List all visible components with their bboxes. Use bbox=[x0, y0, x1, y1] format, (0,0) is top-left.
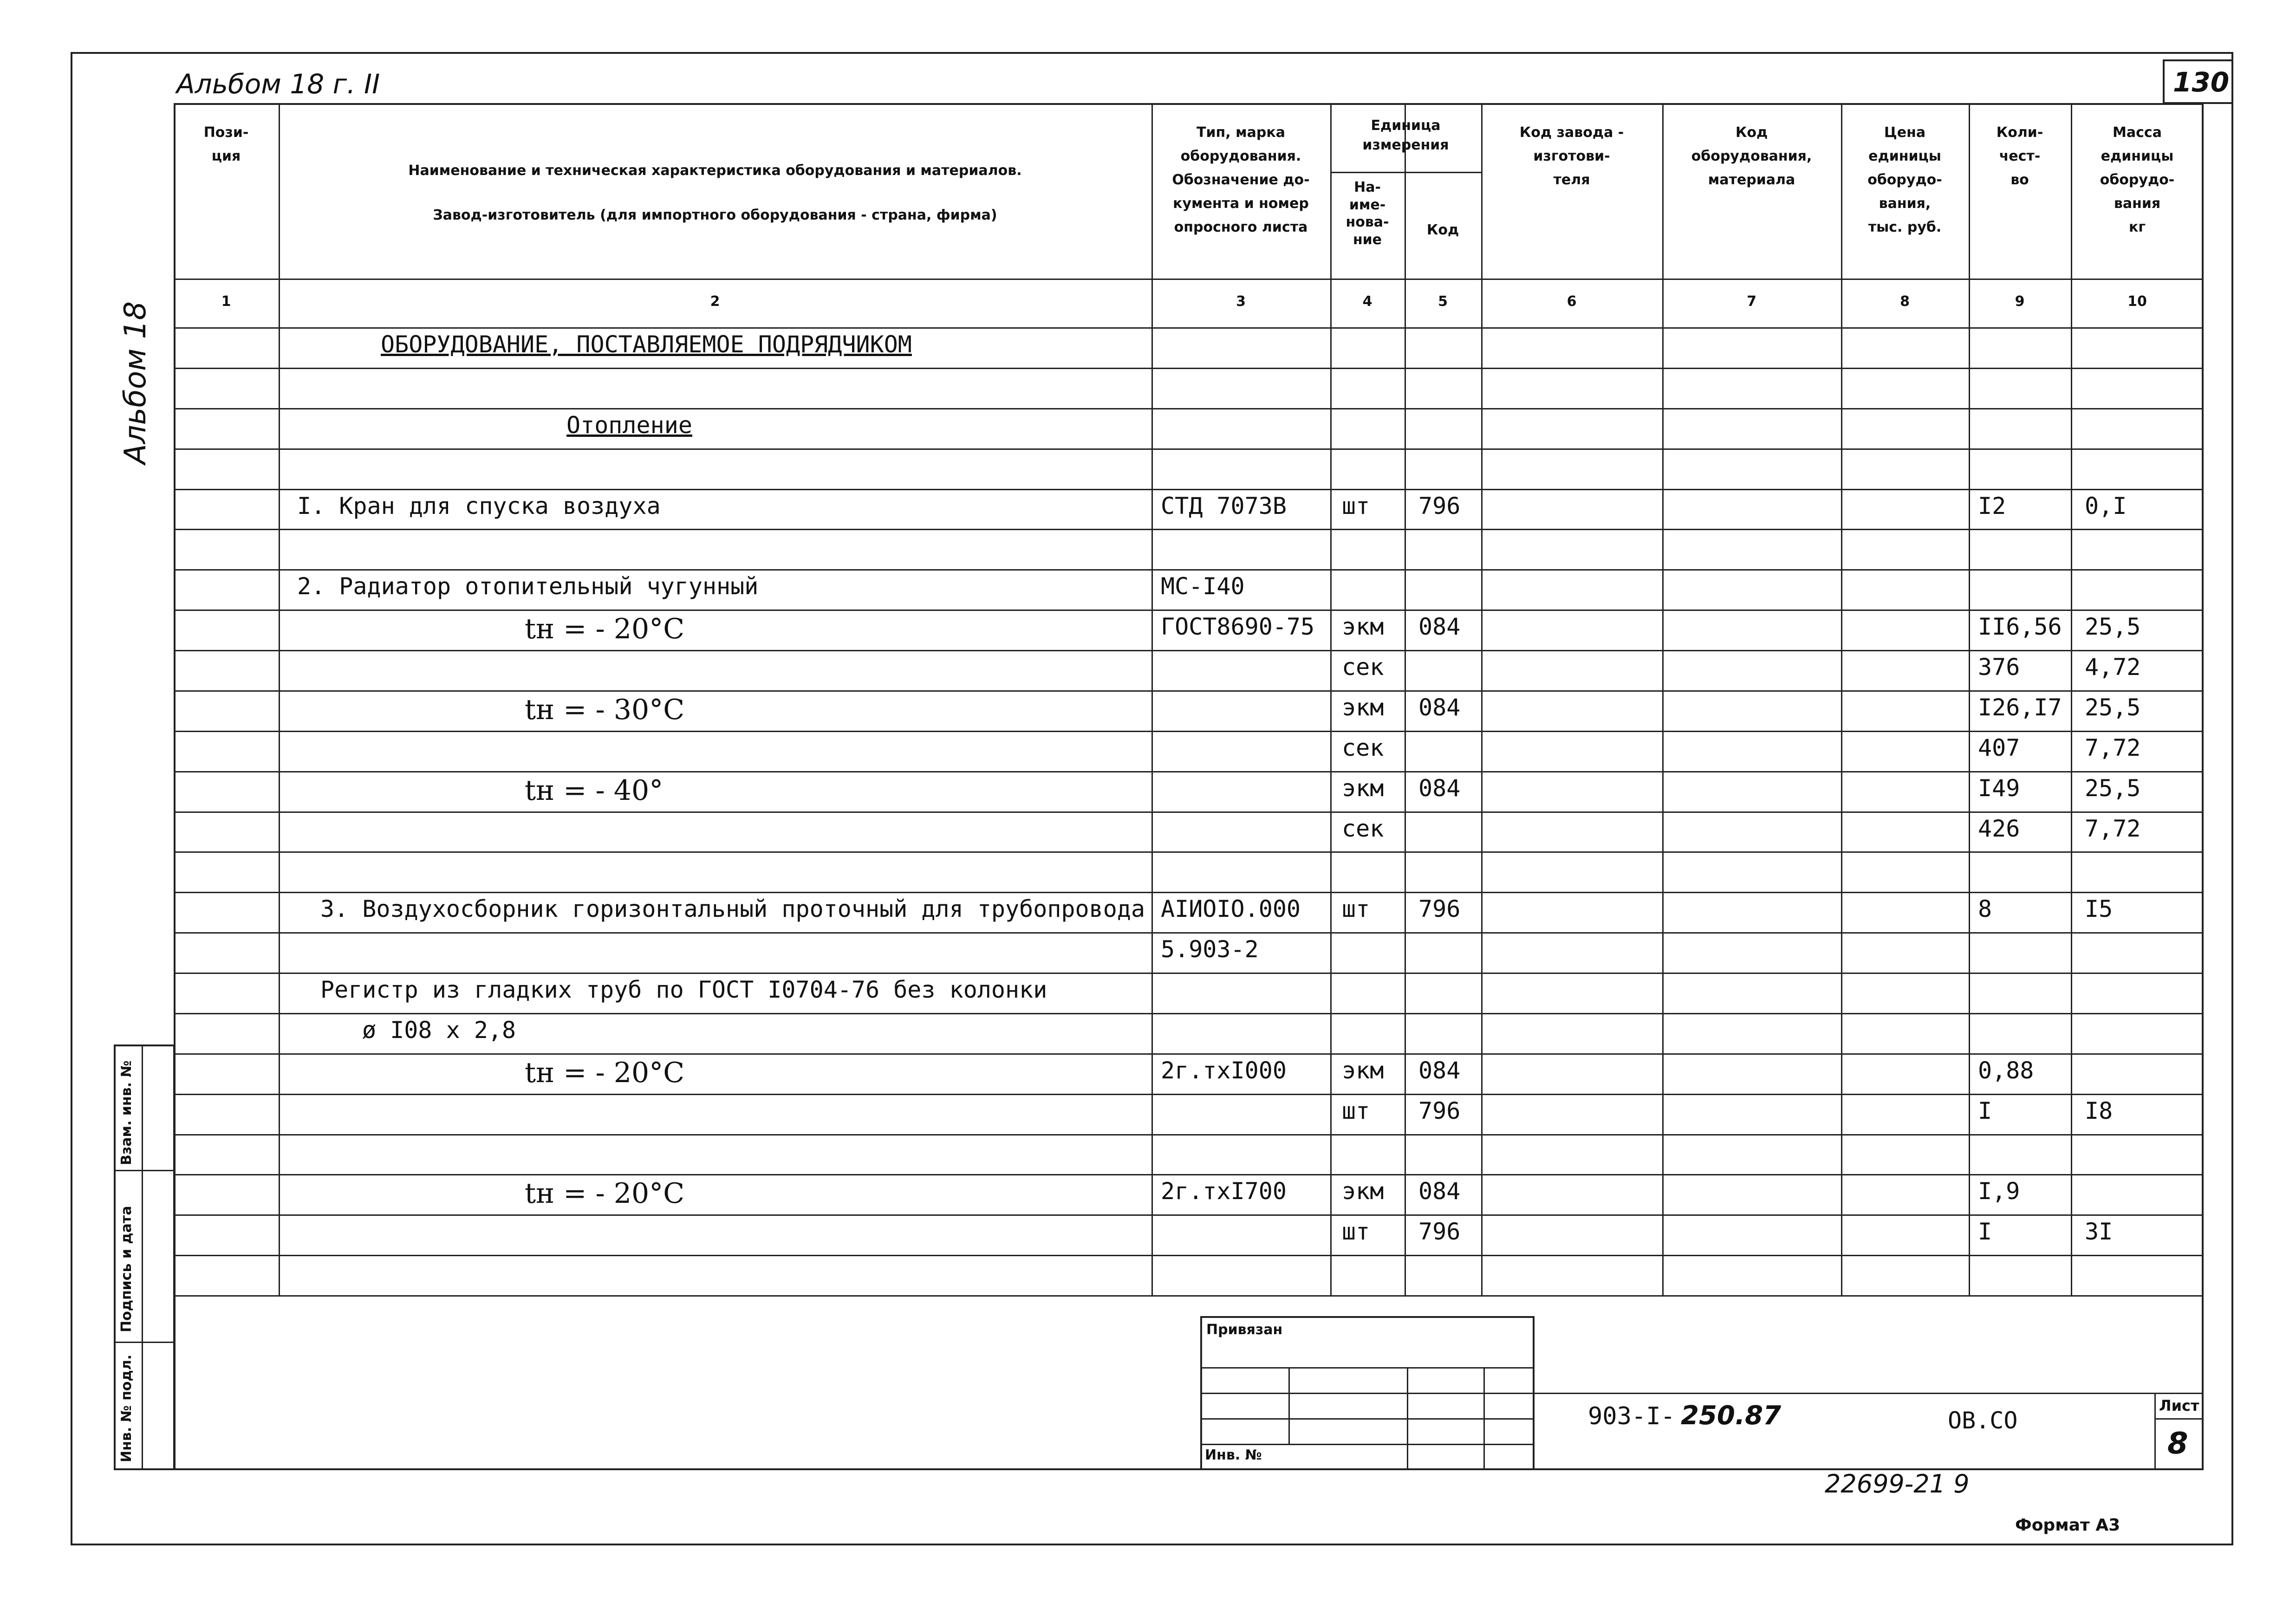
row-22-code: 796 bbox=[1418, 1218, 1461, 1245]
row-21-qty: I,9 bbox=[1978, 1178, 2020, 1205]
stamp-label-vzam: Взам. инв. № bbox=[118, 1060, 135, 1165]
row-9-name: tн = - 30°С bbox=[525, 694, 685, 726]
album-vertical-label: Альбом 18 bbox=[118, 301, 153, 464]
row-9-unit: экм bbox=[1342, 694, 1384, 721]
row-7-type: ГОСТ8690-75 bbox=[1161, 613, 1315, 640]
sheet-number: 8 bbox=[2167, 1427, 2188, 1461]
row-11-name: tн = - 40° bbox=[525, 774, 663, 807]
doc-code-prefix: 903-I- bbox=[1588, 1402, 1675, 1430]
row-21-unit: экм bbox=[1342, 1178, 1384, 1205]
row-17-name: ø I08 х 2,8 bbox=[362, 1017, 516, 1044]
row-4-code: 796 bbox=[1418, 493, 1461, 519]
row-6-name: 2. Радиатор отопительный чугунный bbox=[297, 573, 759, 600]
column-number-6: 6 bbox=[1567, 293, 1577, 310]
row-12-qty: 426 bbox=[1978, 815, 2020, 842]
row-11-code: 084 bbox=[1418, 775, 1461, 802]
row-7-qty: II6,56 bbox=[1978, 613, 2062, 640]
row-18-unit: экм bbox=[1342, 1057, 1384, 1084]
row-8-mass: 4,72 bbox=[2085, 654, 2141, 681]
row-11-qty: I49 bbox=[1978, 775, 2020, 802]
inv-label: Инв. № bbox=[1205, 1447, 1262, 1463]
row-14-code: 796 bbox=[1418, 895, 1461, 922]
bound-label: Привязан bbox=[1206, 1322, 1283, 1338]
row-8-unit: сек bbox=[1342, 654, 1384, 681]
row-22-mass: 3I bbox=[2085, 1218, 2113, 1245]
row-22-qty: I bbox=[1978, 1218, 1992, 1245]
doc-code-hand: 250.87 bbox=[1681, 1401, 1782, 1431]
album-label: Альбом 18 г. II bbox=[176, 68, 380, 100]
row-21-code: 084 bbox=[1418, 1178, 1461, 1205]
row-19-code: 796 bbox=[1418, 1097, 1461, 1124]
unit-group-title: Единица измерения bbox=[1362, 117, 1449, 153]
row-18-code: 084 bbox=[1418, 1057, 1461, 1084]
column-number-2: 2 bbox=[710, 293, 720, 310]
row-19-unit: шт bbox=[1342, 1097, 1370, 1124]
row-14-qty: 8 bbox=[1978, 895, 1992, 922]
column-number-9: 9 bbox=[2015, 293, 2025, 310]
column-header-4: На- име- нова- ние bbox=[1346, 179, 1389, 248]
row-18-qty: 0,88 bbox=[1978, 1057, 2034, 1084]
format-label: Формат А3 bbox=[2015, 1516, 2120, 1535]
row-7-mass: 25,5 bbox=[2085, 613, 2141, 640]
column-number-5: 5 bbox=[1438, 293, 1448, 310]
row-21-name: tн = - 20°С bbox=[525, 1177, 685, 1210]
row-12-mass: 7,72 bbox=[2085, 815, 2141, 842]
row-2-name: Отопление bbox=[566, 412, 692, 439]
stamp-label-podpis: Подпись и дата bbox=[118, 1206, 135, 1332]
row-10-unit: сек bbox=[1342, 734, 1384, 761]
row-14-type: АIИОIО.000 bbox=[1161, 895, 1301, 922]
row-22-unit: шт bbox=[1342, 1218, 1370, 1245]
row-12-unit: сек bbox=[1342, 815, 1384, 842]
column-header-8: Цена единицы оборудо- вания, тыс. руб. bbox=[1867, 124, 1942, 235]
column-header-2: Наименование и техническая характеристика оборудования и материалов. Завод-изготовитель (для импортного оборудования - страна, фирма) bbox=[408, 162, 1022, 223]
page-number: 130 bbox=[2173, 66, 2230, 98]
column-header-6: Код завода - изготови- теля bbox=[1519, 124, 1624, 188]
column-header-7: Код оборудования, материала bbox=[1691, 124, 1812, 188]
column-number-10: 10 bbox=[2127, 293, 2147, 310]
row-7-unit: экм bbox=[1342, 613, 1384, 640]
column-header-1: Пози- ция bbox=[203, 124, 249, 164]
doc-suffix: ОВ.СО bbox=[1948, 1407, 2018, 1434]
row-4-unit: шт bbox=[1342, 493, 1370, 519]
row-4-type: СТД 7073В bbox=[1161, 493, 1287, 519]
row-14-unit: шт bbox=[1342, 895, 1370, 922]
column-number-4: 4 bbox=[1362, 293, 1372, 310]
archive-number: 22699-21 9 bbox=[1825, 1469, 1970, 1499]
row-4-mass: 0,I bbox=[2085, 493, 2127, 519]
row-19-mass: I8 bbox=[2085, 1097, 2113, 1124]
row-15-type: 5.903-2 bbox=[1161, 936, 1259, 963]
row-8-qty: 376 bbox=[1978, 654, 2020, 681]
row-19-qty: I bbox=[1978, 1097, 1992, 1124]
sheet-label: Лист bbox=[2159, 1397, 2199, 1414]
column-number-7: 7 bbox=[1747, 293, 1756, 310]
row-7-code: 084 bbox=[1418, 613, 1461, 640]
row-0-name: ОБОРУДОВАНИЕ, ПОСТАВЛЯЕМОЕ ПОДРЯДЧИКОМ bbox=[381, 331, 912, 358]
column-header-3: Тип, марка оборудования. Обозначение до- кумента и номер опросного листа bbox=[1172, 124, 1310, 235]
column-header-10: Масса единицы оборудо- вания кг bbox=[2100, 124, 2175, 235]
column-header-5: Код bbox=[1426, 222, 1459, 238]
row-21-type: 2г.тхI700 bbox=[1161, 1178, 1287, 1205]
row-4-name: I. Кран для спуска воздуха bbox=[297, 493, 661, 519]
row-7-name: tн = - 20°С bbox=[525, 613, 685, 645]
row-6-type: МС-I40 bbox=[1161, 573, 1245, 600]
row-10-mass: 7,72 bbox=[2085, 734, 2141, 761]
row-11-mass: 25,5 bbox=[2085, 775, 2141, 802]
row-16-name: Регистр из гладких труб по ГОСТ I0704-76 без колонки bbox=[320, 976, 1047, 1003]
row-9-code: 084 bbox=[1418, 694, 1461, 721]
stamp-label-inv: Инв. № подл. bbox=[118, 1354, 135, 1462]
row-9-qty: I26,I7 bbox=[1978, 694, 2062, 721]
row-4-qty: I2 bbox=[1978, 493, 2006, 519]
column-number-8: 8 bbox=[1900, 293, 1910, 310]
column-header-9: Коли- чест- во bbox=[1996, 124, 2043, 188]
row-18-type: 2г.тхI000 bbox=[1161, 1057, 1287, 1084]
row-9-mass: 25,5 bbox=[2085, 694, 2141, 721]
row-11-unit: экм bbox=[1342, 775, 1384, 802]
row-14-name: 3. Воздухосборник горизонтальный проточный для трубопровода bbox=[320, 895, 1145, 922]
column-number-3: 3 bbox=[1236, 293, 1246, 310]
row-18-name: tн = - 20°С bbox=[525, 1057, 685, 1089]
row-10-qty: 407 bbox=[1978, 734, 2020, 761]
row-14-mass: I5 bbox=[2085, 895, 2113, 922]
column-number-1: 1 bbox=[221, 293, 231, 310]
